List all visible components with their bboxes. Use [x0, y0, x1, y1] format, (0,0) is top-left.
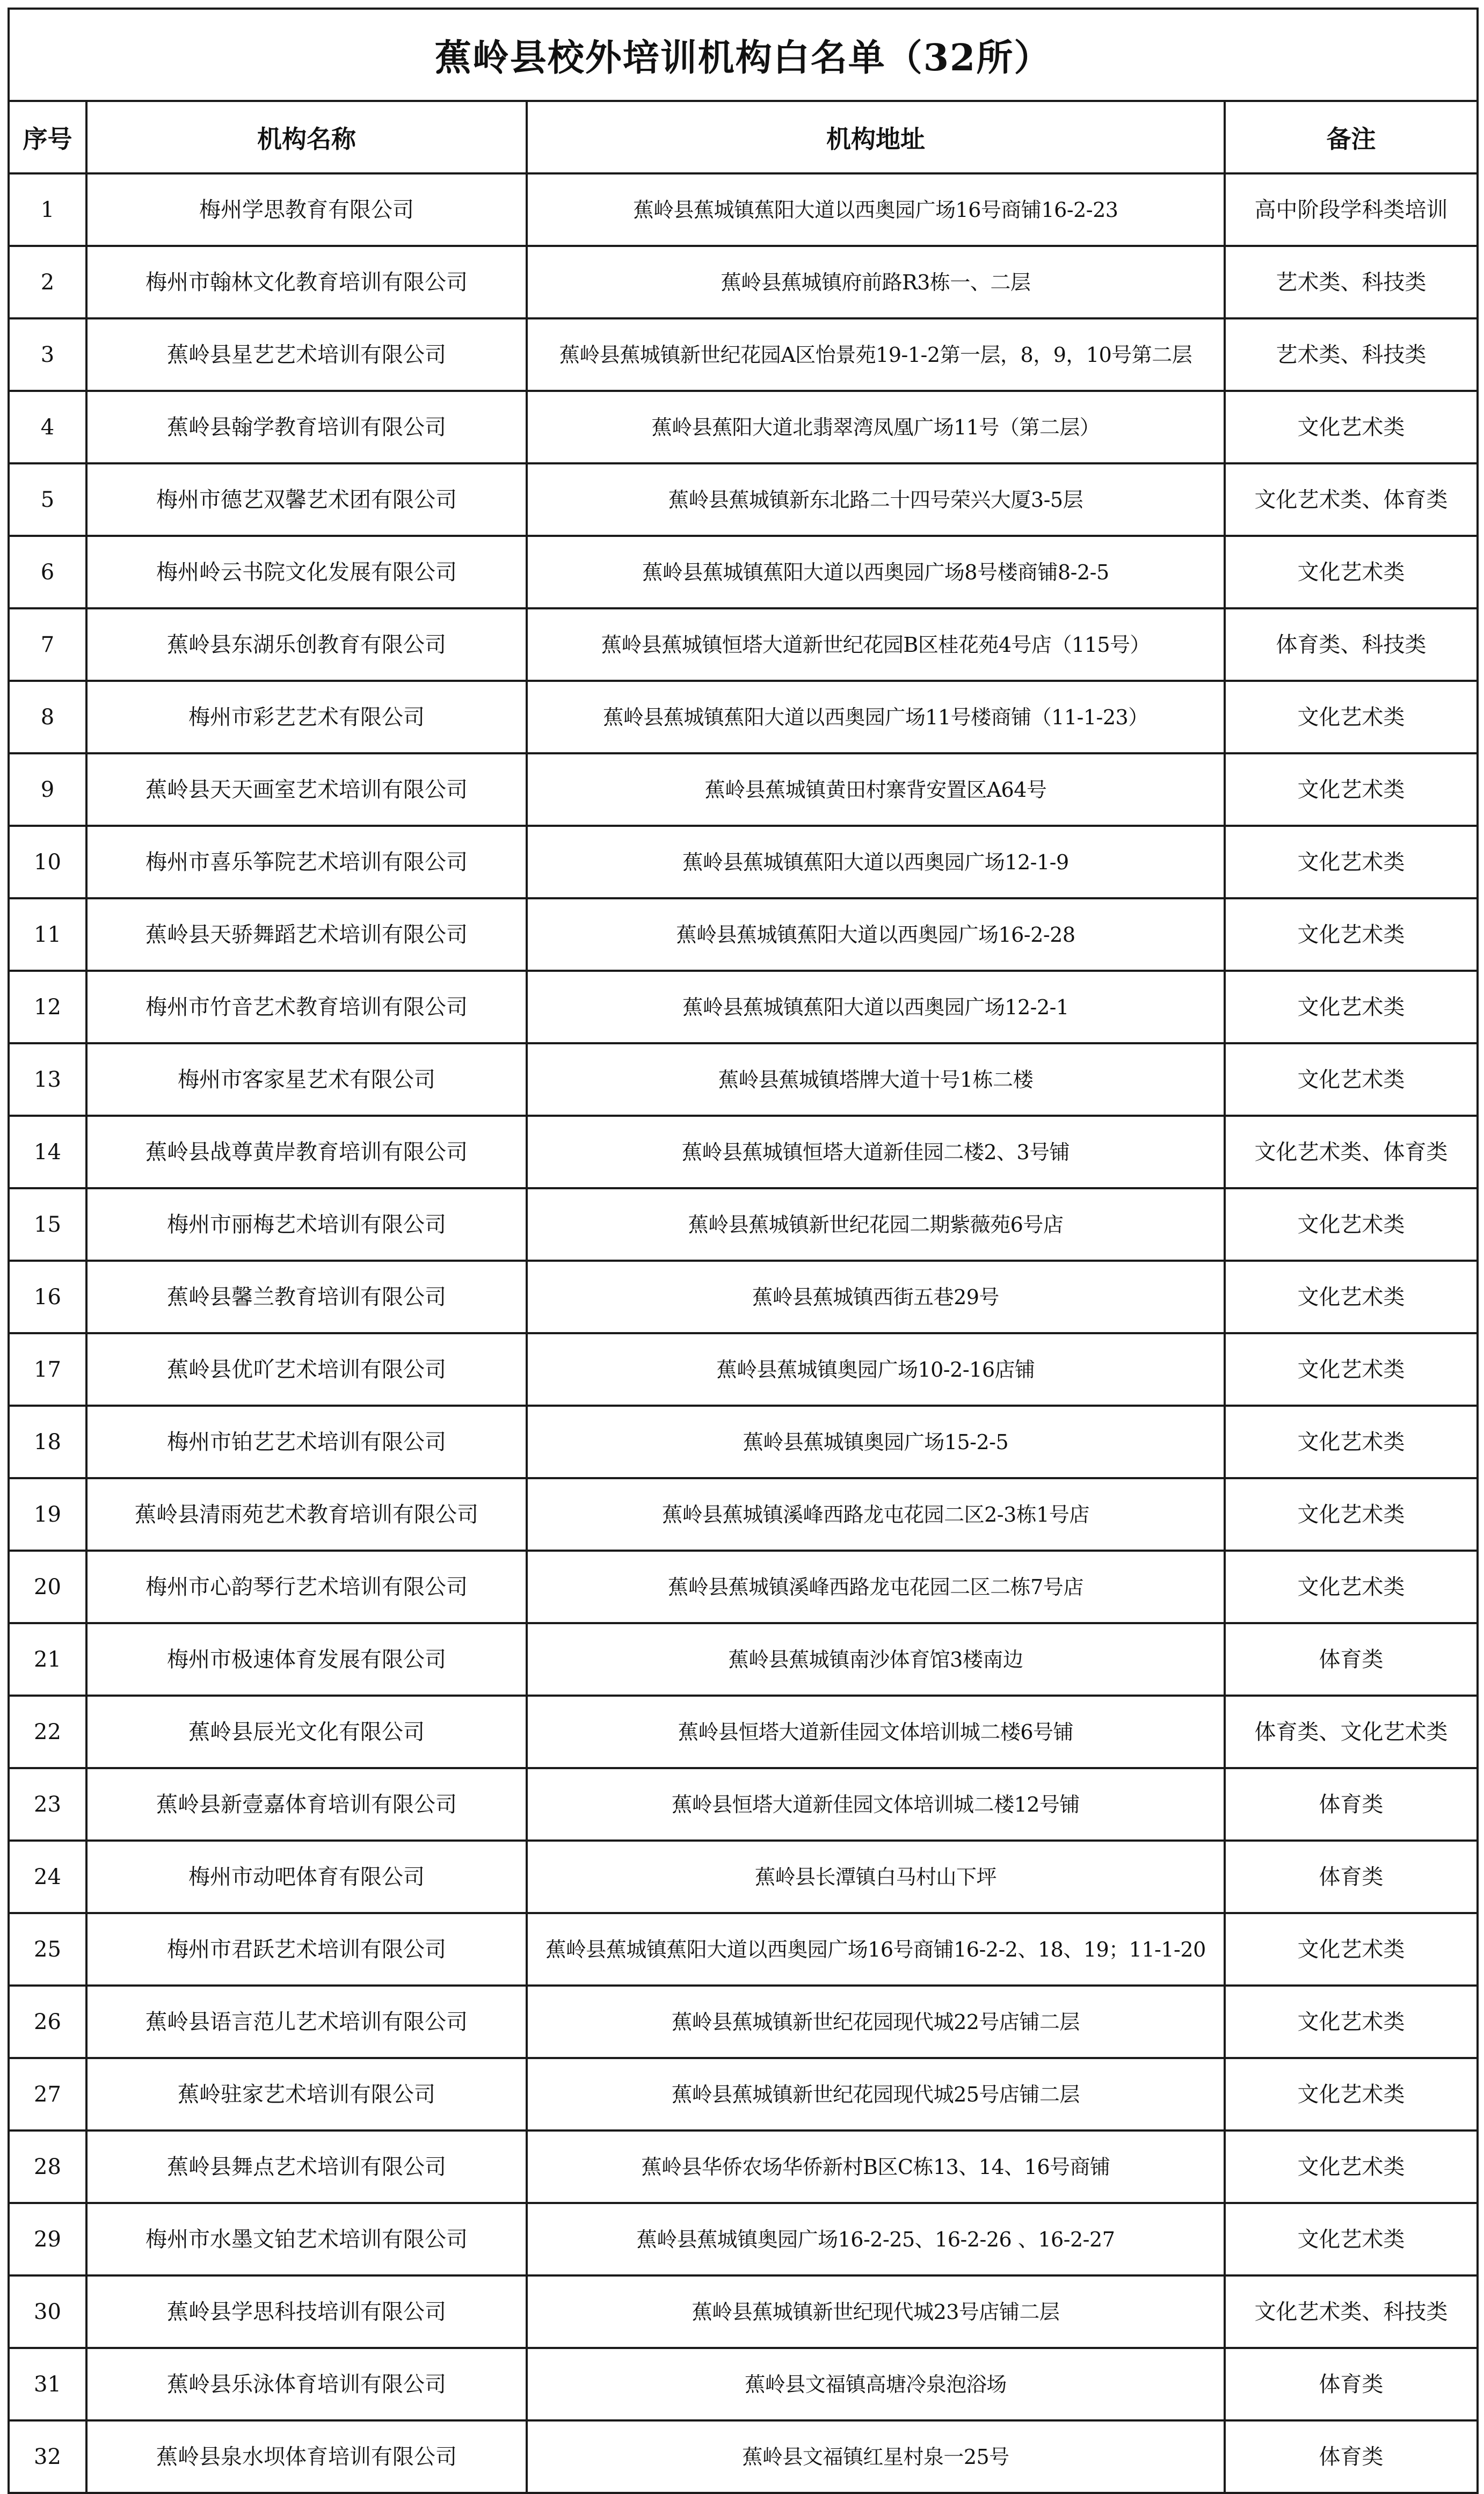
table-row	[9, 1768, 1478, 1841]
row-number-cell: 9	[9, 753, 86, 826]
category-note-cell: 体育类	[1225, 2420, 1478, 2493]
table-row	[9, 1478, 1478, 1551]
category-note-cell: 文化艺术类	[1225, 971, 1478, 1043]
institution-name-cell: 蕉岭县东湖乐创教育有限公司	[86, 608, 527, 681]
institution-name-cell: 蕉岭县战尊黄岸教育培训有限公司	[86, 1116, 527, 1188]
institution-name-cell: 蕉岭驻家艺术培训有限公司	[86, 2058, 527, 2131]
row-number-cell: 4	[9, 391, 86, 463]
row-number-cell: 26	[9, 1986, 86, 2058]
category-note-cell: 文化艺术类	[1225, 1478, 1478, 1551]
institution-name-cell: 梅州市德艺双馨艺术团有限公司	[86, 463, 527, 536]
table-row	[9, 1623, 1478, 1696]
institution-address-cell: 蕉岭县恒塔大道新佳园文体培训城二楼6号铺	[527, 1696, 1225, 1768]
table-row	[9, 2348, 1478, 2420]
row-number-cell: 24	[9, 1841, 86, 1913]
table-row	[9, 463, 1478, 536]
category-note-cell: 文化艺术类	[1225, 2058, 1478, 2131]
row-number-cell: 8	[9, 681, 86, 753]
institution-name-cell: 梅州市心韵琴行艺术培训有限公司	[86, 1551, 527, 1623]
institution-address-cell: 蕉岭县蕉阳大道北翡翠湾凤凰广场11号（第二层）	[527, 391, 1225, 463]
institution-address-cell: 蕉岭县蕉城镇西街五巷29号	[527, 1261, 1225, 1333]
category-note-cell: 文化艺术类	[1225, 1261, 1478, 1333]
table-row	[9, 1986, 1478, 2058]
institution-address-cell: 蕉岭县蕉城镇蕉阳大道以西奥园广场12-1-9	[527, 826, 1225, 898]
institution-name-cell: 梅州岭云书院文化发展有限公司	[86, 536, 527, 608]
row-number-cell: 14	[9, 1116, 86, 1188]
institution-name-cell: 蕉岭县学思科技培训有限公司	[86, 2275, 527, 2348]
institution-name-cell: 蕉岭县清雨苑艺术教育培训有限公司	[86, 1478, 527, 1551]
row-number-cell: 23	[9, 1768, 86, 1841]
institution-address-cell: 蕉岭县文福镇高塘冷泉泡浴场	[527, 2348, 1225, 2420]
table-row	[9, 2420, 1478, 2493]
table-row	[9, 681, 1478, 753]
institution-name-cell: 梅州市极速体育发展有限公司	[86, 1623, 527, 1696]
row-number-cell: 18	[9, 1406, 86, 1478]
institution-address-cell: 蕉岭县蕉城镇蕉阳大道以西奥园广场16号商铺16-2-2、18、19；11-1-20	[527, 1913, 1225, 1986]
row-number-cell: 25	[9, 1913, 86, 1986]
institution-name-cell: 蕉岭县星艺艺术培训有限公司	[86, 318, 527, 391]
institution-name-cell: 蕉岭县翰学教育培训有限公司	[86, 391, 527, 463]
institution-name-cell: 蕉岭县馨兰教育培训有限公司	[86, 1261, 527, 1333]
table-row	[9, 971, 1478, 1043]
institution-address-cell: 蕉岭县蕉城镇新世纪花园现代城22号店铺二层	[527, 1986, 1225, 2058]
row-number-cell: 2	[9, 246, 86, 318]
table-row	[9, 1913, 1478, 1986]
institution-name-cell: 蕉岭县天骄舞蹈艺术培训有限公司	[86, 898, 527, 971]
institution-address-cell: 蕉岭县蕉城镇蕉阳大道以西奥园广场16号商铺16-2-23	[527, 173, 1225, 246]
category-note-cell: 文化艺术类	[1225, 2203, 1478, 2275]
institution-address-cell: 蕉岭县蕉城镇新东北路二十四号荣兴大厦3-5层	[527, 463, 1225, 536]
category-note-cell: 体育类	[1225, 2348, 1478, 2420]
institution-name-cell: 梅州市君跃艺术培训有限公司	[86, 1913, 527, 1986]
institution-name-cell: 蕉岭县舞点艺术培训有限公司	[86, 2131, 527, 2203]
row-number-cell: 30	[9, 2275, 86, 2348]
header-name: 机构名称	[86, 101, 527, 173]
table-row	[9, 1261, 1478, 1333]
table-row	[9, 1841, 1478, 1913]
institution-address-cell: 蕉岭县恒塔大道新佳园文体培训城二楼12号铺	[527, 1768, 1225, 1841]
institution-address-cell: 蕉岭县蕉城镇恒塔大道新世纪花园B区桂花苑4号店（115号）	[527, 608, 1225, 681]
row-number-cell: 11	[9, 898, 86, 971]
category-note-cell: 文化艺术类	[1225, 391, 1478, 463]
category-note-cell: 文化艺术类	[1225, 536, 1478, 608]
category-note-cell: 艺术类、科技类	[1225, 318, 1478, 391]
institution-address-cell: 蕉岭县蕉城镇新世纪花园二期紫薇苑6号店	[527, 1188, 1225, 1261]
institution-address-cell: 蕉岭县长潭镇白马村山下坪	[527, 1841, 1225, 1913]
table-row	[9, 2058, 1478, 2131]
institution-name-cell: 梅州市竹音艺术教育培训有限公司	[86, 971, 527, 1043]
institution-name-cell: 梅州市彩艺艺术有限公司	[86, 681, 527, 753]
row-number-cell: 15	[9, 1188, 86, 1261]
table-row	[9, 1696, 1478, 1768]
table-row	[9, 608, 1478, 681]
table-row	[9, 826, 1478, 898]
row-number-cell: 31	[9, 2348, 86, 2420]
table-row	[9, 391, 1478, 463]
institution-address-cell: 蕉岭县蕉城镇奥园广场15-2-5	[527, 1406, 1225, 1478]
row-number-cell: 10	[9, 826, 86, 898]
category-note-cell: 体育类	[1225, 1623, 1478, 1696]
institution-name-cell: 梅州学思教育有限公司	[86, 173, 527, 246]
table-row	[9, 1116, 1478, 1188]
category-note-cell: 文化艺术类	[1225, 1406, 1478, 1478]
row-number-cell: 16	[9, 1261, 86, 1333]
row-number-cell: 17	[9, 1333, 86, 1406]
category-note-cell: 文化艺术类	[1225, 753, 1478, 826]
category-note-cell: 文化艺术类	[1225, 681, 1478, 753]
institution-name-cell: 蕉岭县天天画室艺术培训有限公司	[86, 753, 527, 826]
category-note-cell: 文化艺术类、体育类	[1225, 1116, 1478, 1188]
row-number-cell: 5	[9, 463, 86, 536]
institution-name-cell: 蕉岭县优吖艺术培训有限公司	[86, 1333, 527, 1406]
row-number-cell: 21	[9, 1623, 86, 1696]
table-row	[9, 753, 1478, 826]
institution-address-cell: 蕉岭县蕉城镇新世纪花园A区怡景苑19-1-2第一层，8，9，10号第二层	[527, 318, 1225, 391]
institution-name-cell: 蕉岭县语言范儿艺术培训有限公司	[86, 1986, 527, 2058]
category-note-cell: 艺术类、科技类	[1225, 246, 1478, 318]
institution-address-cell: 蕉岭县蕉城镇新世纪现代城23号店铺二层	[527, 2275, 1225, 2348]
category-note-cell: 体育类、文化艺术类	[1225, 1696, 1478, 1768]
category-note-cell: 体育类	[1225, 1768, 1478, 1841]
institution-address-cell: 蕉岭县蕉城镇塔牌大道十号1栋二楼	[527, 1043, 1225, 1116]
category-note-cell: 文化艺术类	[1225, 826, 1478, 898]
institution-name-cell: 梅州市铂艺艺术培训有限公司	[86, 1406, 527, 1478]
category-note-cell: 文化艺术类	[1225, 1986, 1478, 2058]
institution-address-cell: 蕉岭县蕉城镇奥园广场16-2-25、16-2-26 、16-2-27	[527, 2203, 1225, 2275]
institution-name-cell: 梅州市丽梅艺术培训有限公司	[86, 1188, 527, 1261]
institution-address-cell: 蕉岭县蕉城镇恒塔大道新佳园二楼2、3号铺	[527, 1116, 1225, 1188]
institution-address-cell: 蕉岭县蕉城镇蕉阳大道以西奥园广场12-2-1	[527, 971, 1225, 1043]
institution-name-cell: 梅州市水墨文铂艺术培训有限公司	[86, 2203, 527, 2275]
table-row	[9, 318, 1478, 391]
category-note-cell: 文化艺术类、体育类	[1225, 463, 1478, 536]
table-row	[9, 1406, 1478, 1478]
table-body	[9, 173, 1478, 2493]
category-note-cell: 体育类	[1225, 1841, 1478, 1913]
header-no: 序号	[9, 101, 86, 173]
category-note-cell: 文化艺术类	[1225, 1913, 1478, 1986]
institution-name-cell: 蕉岭县乐泳体育培训有限公司	[86, 2348, 527, 2420]
institution-address-cell: 蕉岭县蕉城镇府前路R3栋一、二层	[527, 246, 1225, 318]
institution-address-cell: 蕉岭县文福镇红星村泉一25号	[527, 2420, 1225, 2493]
institution-name-cell: 梅州市动吧体育有限公司	[86, 1841, 527, 1913]
row-number-cell: 7	[9, 608, 86, 681]
table-row	[9, 246, 1478, 318]
institution-address-cell: 蕉岭县蕉城镇南沙体育馆3楼南边	[527, 1623, 1225, 1696]
institution-name-cell: 蕉岭县新壹嘉体育培训有限公司	[86, 1768, 527, 1841]
institution-name-cell: 蕉岭县泉水坝体育培训有限公司	[86, 2420, 527, 2493]
row-number-cell: 13	[9, 1043, 86, 1116]
category-note-cell: 文化艺术类	[1225, 1188, 1478, 1261]
row-number-cell: 29	[9, 2203, 86, 2275]
institution-address-cell: 蕉岭县蕉城镇蕉阳大道以西奥园广场8号楼商铺8-2-5	[527, 536, 1225, 608]
row-number-cell: 1	[9, 173, 86, 246]
table-row	[9, 2275, 1478, 2348]
page-title: 蕉岭县校外培训机构白名单（32所）	[9, 9, 1478, 101]
institution-address-cell: 蕉岭县蕉城镇新世纪花园现代城25号店铺二层	[527, 2058, 1225, 2131]
table-row	[9, 1188, 1478, 1261]
category-note-cell: 文化艺术类	[1225, 1333, 1478, 1406]
header-note: 备注	[1225, 101, 1478, 173]
table-row	[9, 536, 1478, 608]
row-number-cell: 22	[9, 1696, 86, 1768]
table-row	[9, 1043, 1478, 1116]
institution-address-cell: 蕉岭县蕉城镇蕉阳大道以西奥园广场16-2-28	[527, 898, 1225, 971]
category-note-cell: 文化艺术类	[1225, 1551, 1478, 1623]
table-row	[9, 173, 1478, 246]
table-row	[9, 1333, 1478, 1406]
row-number-cell: 28	[9, 2131, 86, 2203]
institution-name-cell: 蕉岭县辰光文化有限公司	[86, 1696, 527, 1768]
institution-name-cell: 梅州市喜乐筝院艺术培训有限公司	[86, 826, 527, 898]
table-row	[9, 1551, 1478, 1623]
institution-name-cell: 梅州市翰林文化教育培训有限公司	[86, 246, 527, 318]
category-note-cell: 文化艺术类	[1225, 2131, 1478, 2203]
category-note-cell: 文化艺术类	[1225, 898, 1478, 971]
institution-address-cell: 蕉岭县蕉城镇黄田村寨背安置区A64号	[527, 753, 1225, 826]
table-row	[9, 898, 1478, 971]
category-note-cell: 文化艺术类	[1225, 1043, 1478, 1116]
whitelist-table	[8, 8, 1479, 2494]
institution-name-cell: 梅州市客家星艺术有限公司	[86, 1043, 527, 1116]
category-note-cell: 高中阶段学科类培训	[1225, 173, 1478, 246]
header-address: 机构地址	[527, 101, 1225, 173]
row-number-cell: 20	[9, 1551, 86, 1623]
whitelist-document	[8, 8, 1476, 2469]
row-number-cell: 32	[9, 2420, 86, 2493]
row-number-cell: 12	[9, 971, 86, 1043]
institution-address-cell: 蕉岭县华侨农场华侨新村B区C栋13、14、16号商铺	[527, 2131, 1225, 2203]
row-number-cell: 19	[9, 1478, 86, 1551]
table-row	[9, 2131, 1478, 2203]
category-note-cell: 体育类、科技类	[1225, 608, 1478, 681]
row-number-cell: 27	[9, 2058, 86, 2131]
table-row	[9, 2203, 1478, 2275]
institution-address-cell: 蕉岭县蕉城镇溪峰西路龙屯花园二区二栋7号店	[527, 1551, 1225, 1623]
row-number-cell: 6	[9, 536, 86, 608]
category-note-cell: 文化艺术类、科技类	[1225, 2275, 1478, 2348]
institution-address-cell: 蕉岭县蕉城镇溪峰西路龙屯花园二区2-3栋1号店	[527, 1478, 1225, 1551]
institution-address-cell: 蕉岭县蕉城镇蕉阳大道以西奥园广场11号楼商铺（11-1-23）	[527, 681, 1225, 753]
row-number-cell: 3	[9, 318, 86, 391]
institution-address-cell: 蕉岭县蕉城镇奥园广场10-2-16店铺	[527, 1333, 1225, 1406]
table-header-row	[9, 101, 1478, 173]
